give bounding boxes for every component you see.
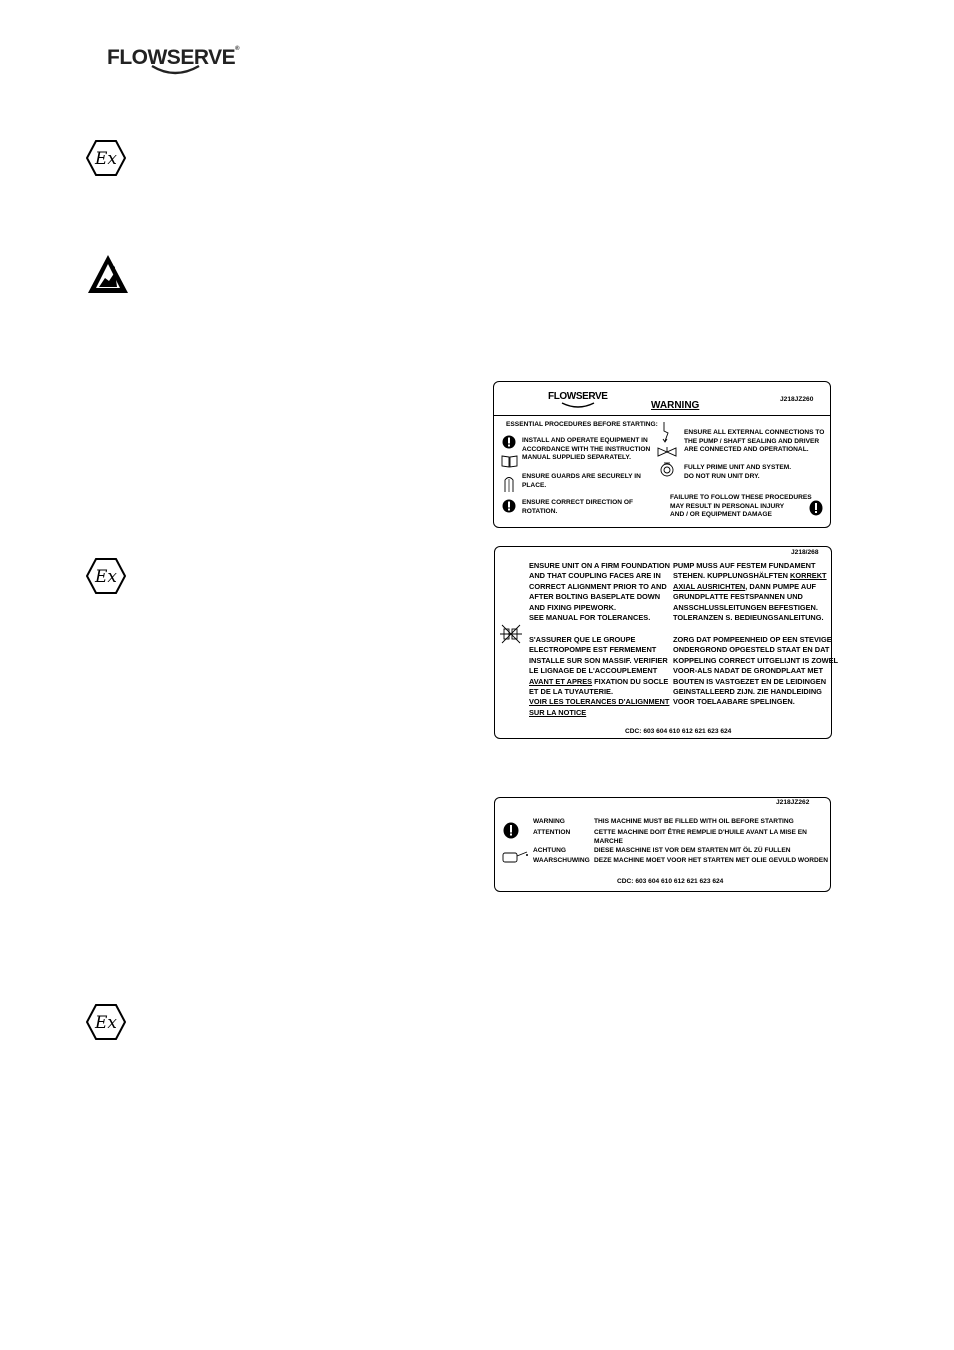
right-item-2 [684, 464, 791, 481]
lang-achtung: ACHTUNG [533, 847, 566, 854]
text-line: INSTALLE SUR SON MASSIF. VERIFIER [529, 655, 668, 665]
german-text [673, 561, 827, 623]
text-line: CETTE MACHINE DOIT ÊTRE REMPLIE D'HUILE AVANT LA MISE EN [594, 829, 807, 836]
cdc-codes: CDC: 603 604 610 612 621 623 624 [617, 878, 724, 885]
text-span: , DANN PUMPE AUF [745, 581, 817, 591]
text-line: ENSURE GUARDS ARE SECURELY IN [522, 473, 641, 480]
logo-registered-mark: ® [235, 46, 240, 52]
text-line: MANUAL SUPPLIED SEPARATELY. [522, 454, 631, 462]
text-line: ET DE LA TUYAUTERIE. [529, 687, 614, 697]
text-line: AND FIXING PIPEWORK. [529, 602, 617, 612]
ex-hazard-icon [86, 558, 126, 594]
exclamation-circle-icon [503, 822, 519, 839]
text-line [673, 571, 827, 581]
label-logo-swoosh-icon [558, 402, 598, 410]
label-logo-text: FLOWSERVE [548, 391, 608, 402]
text-line: FULLY PRIME UNIT AND SYSTEM. [684, 464, 792, 471]
label-divider [494, 415, 830, 416]
text-line: ZORG DAT POMPEENHEID OP EEN STEVIGE [673, 635, 832, 644]
text-line: GRUNDPLATTE FESTSPANNEN UND [673, 592, 803, 602]
guard-icon [503, 475, 515, 493]
text-line: S'ASSURER QUE LE GROUPE [529, 635, 636, 644]
text-line [673, 582, 827, 592]
text-line: VOOR-ALS NADAT DE GRONDPLAAT MET [673, 666, 823, 676]
dutch-text [673, 635, 838, 708]
svg-text:Ex: Ex [95, 1013, 117, 1033]
english-text [529, 561, 670, 623]
text-line: FAILURE TO FOLLOW THESE PROCEDURES [670, 494, 812, 501]
oil-fill-warning-label [494, 797, 831, 892]
text-en: THIS MACHINE MUST BE FILLED WITH OIL BEFORE STARTING [594, 818, 794, 825]
text-line: THE PUMP / SHAFT SEALING AND DRIVER [684, 437, 820, 445]
text-line: ENSURE CORRECT DIRECTION OF [522, 499, 633, 506]
text-line: MARCHE [594, 837, 623, 845]
text-line: ONDERGROND OPGESTELD STAAT EN DAT [673, 645, 830, 655]
text-span: AXIAL AUSRICHTEN [673, 581, 746, 591]
alignment-label [494, 546, 839, 739]
text-line: AND / OR EQUIPMENT DAMAGE [670, 511, 772, 519]
text-line: GEINSTALLEERD ZIJN. ZIE HANDLEIDING [673, 687, 822, 697]
label-code: J218/268 [791, 549, 819, 556]
coupling-alignment-icon [500, 623, 522, 645]
svg-text:Ex: Ex [95, 149, 117, 169]
text-span: STEHEN. KUPPLUNGSHÄLFTEN [673, 571, 791, 581]
text-span: KORREKT [790, 571, 827, 581]
left-item-2 [522, 473, 641, 490]
text-line: SEE MANUAL FOR TOLERANCES. [529, 613, 651, 623]
text-line: TOLERANZEN S. BEDIEUNGSANLEITUNG. [673, 613, 824, 623]
label-heading: ESSENTIAL PROCEDURES BEFORE STARTING: [506, 421, 658, 428]
ex-hazard-icon [86, 1004, 126, 1040]
text-line: ELECTROPOMPE EST FERMEMENT [529, 645, 657, 655]
text-line: PUMP MUSS AUF FESTEM FUNDAMENT [673, 561, 816, 570]
text-line: KOPPELING CORRECT UITGELIJNT IS ZOWEL [673, 655, 839, 665]
text-line: ENSURE UNIT ON A FIRM FOUNDATION [529, 561, 670, 570]
esd-warning-icon [87, 254, 129, 294]
text-de: DIESE MASCHINE IST VOR DEM STARTEN MIT ÖL ZÜ FULLEN [594, 847, 791, 854]
text-line: MAY RESULT IN PERSONAL INJURY [670, 502, 785, 510]
text-line: PLACE. [522, 481, 547, 489]
text-nl: DEZE MACHINE MOET VOOR HET STARTEN MET OLIE GEVULD WORDEN [594, 857, 828, 864]
text-line: ROTATION. [522, 507, 558, 515]
label-code: J218JZ262 [776, 799, 810, 806]
text-line: INSTALL AND OPERATE EQUIPMENT IN [522, 437, 648, 444]
text-line: ARE CONNECTED AND OPERATIONAL. [684, 446, 809, 454]
flowserve-logo [107, 46, 239, 70]
valve-icon [657, 447, 677, 457]
text-line: DO NOT RUN UNIT DRY. [684, 472, 760, 480]
text-line: VOOR TOELAABARE SPELINGEN. [673, 697, 795, 707]
lang-waarschuwing: WAARSCHUWING [533, 857, 590, 864]
logo-swoosh-icon [117, 64, 217, 78]
lang-warning: WARNING [533, 818, 565, 825]
text-line: AND THAT COUPLING FACES ARE IN [529, 571, 661, 581]
warning-label-essential-procedures [493, 381, 831, 528]
exclamation-circle-icon [502, 499, 516, 513]
cdc-codes: CDC: 603 604 610 612 621 623 624 [625, 728, 732, 735]
text-span: AVANT ET APRES [529, 676, 593, 686]
text-line: ENSURE ALL EXTERNAL CONNECTIONS TO [684, 429, 825, 436]
ex-hazard-icon [86, 140, 126, 176]
logo-text: FLOWSERVE [107, 46, 236, 69]
left-item-3 [522, 499, 633, 516]
text-line: BOUTEN IS VASTGEZET EN DE LEIDINGEN [673, 676, 827, 686]
text-line: SUR LA NOTICE [529, 707, 587, 717]
text-line: AFTER BOLTING BASEPLATE DOWN [529, 592, 661, 602]
french-text [529, 635, 669, 718]
oil-can-icon [501, 848, 529, 864]
manual-book-icon [501, 454, 518, 468]
svg-text:Ex: Ex [95, 567, 117, 587]
pump-prime-icon [659, 461, 675, 477]
text-line: CORRECT ALIGNMENT PRIOR TO AND [529, 581, 667, 591]
text-fr [594, 829, 807, 846]
right-item-3 [670, 494, 812, 520]
label-code: J218JZ260 [780, 396, 814, 403]
left-item-1 [522, 437, 650, 463]
text-span: FIXATION DU SOCLE [592, 676, 669, 686]
lang-attention: ATTENTION [533, 829, 571, 836]
text-line: ANSSCHLUSSLEITUNGEN BEFESTIGEN. [673, 602, 818, 612]
text-line: ACCORDANCE WITH THE INSTRUCTION [522, 445, 651, 453]
text-line: VOIR LES TOLERANCES D'ALIGNMENT [529, 697, 670, 707]
text-line: LE LIGNAGE DE L'ACCOUPLEMENT [529, 666, 658, 676]
text-line [529, 677, 669, 687]
exclamation-circle-icon [502, 435, 516, 449]
electrical-connection-icon [660, 421, 672, 443]
right-item-1 [684, 429, 824, 455]
label-title: WARNING [651, 400, 700, 411]
